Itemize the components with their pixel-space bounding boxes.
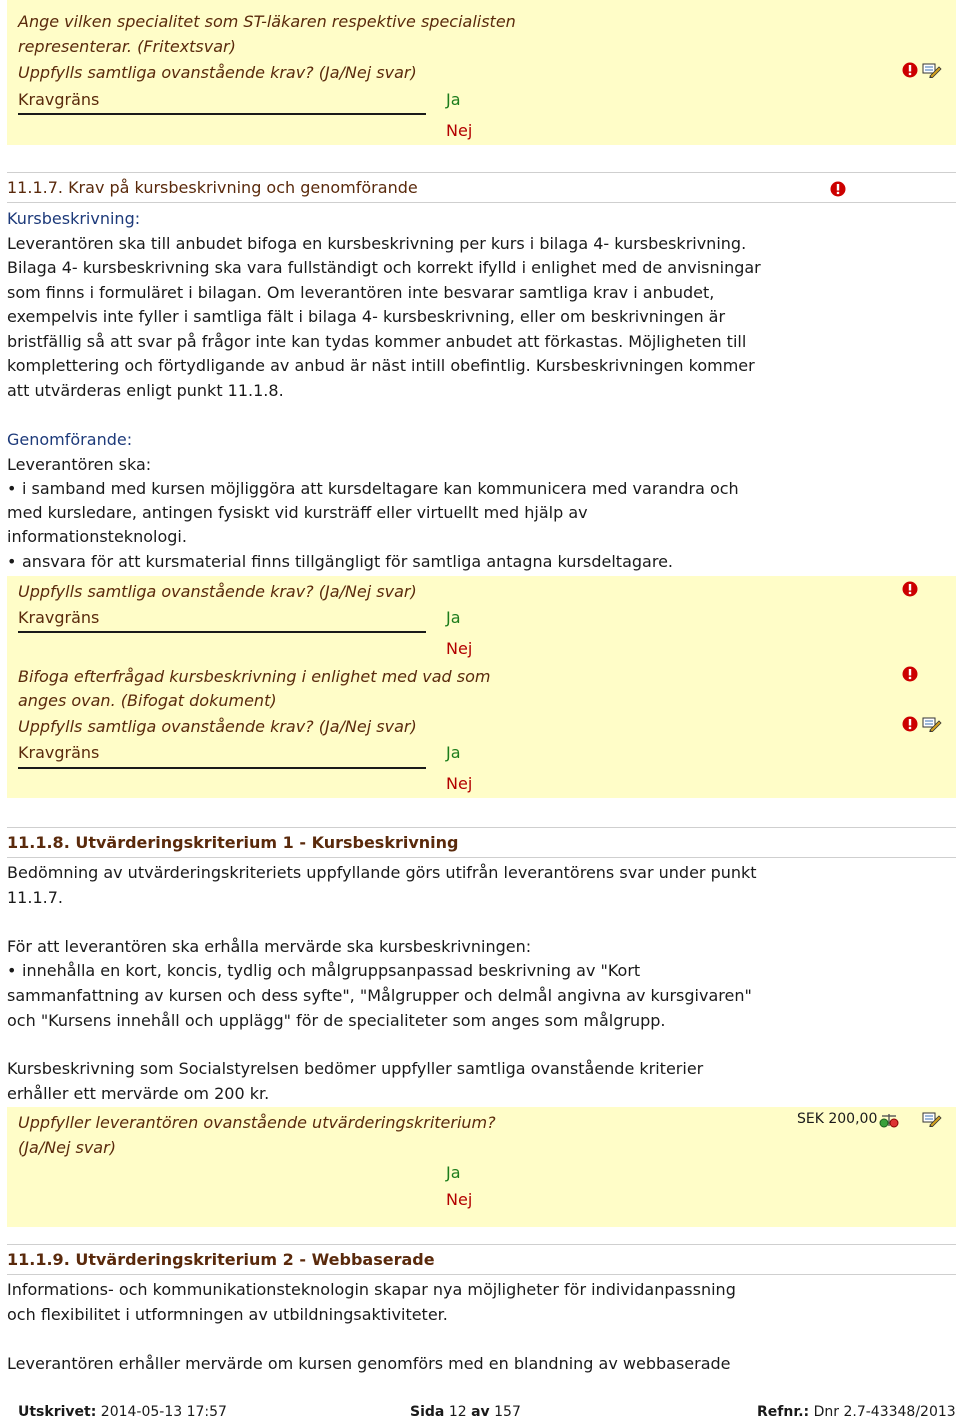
bullet-line: med kursledare, antingen fysiskt vid kursträff eller virtuellt med hjälp av (7, 503, 588, 522)
requirement-question: Uppfylls samtliga ovanstående krav? (Ja/Nej svar) (18, 717, 417, 736)
requirement-question: Uppfylls samtliga ovanstående krav? (Ja/Nej svar) (18, 63, 417, 82)
bullet-line: och "Kursens innehåll och upplägg" för de specialiteter som anges som målgrupp. (7, 1011, 666, 1030)
section-divider (7, 857, 956, 858)
subheading-course-description: Kursbeskrivning: (7, 209, 141, 228)
page-number (410, 1404, 521, 1420)
option-no[interactable]: Nej (446, 1190, 473, 1209)
body-line: Kursbeskrivning som Socialstyrelsen bedömer uppfyller samtliga ovanstående kriterier (7, 1059, 704, 1078)
option-yes[interactable]: Ja (446, 1163, 461, 1182)
threshold-rule (18, 767, 426, 769)
body-line: 11.1.7. (7, 888, 63, 907)
threshold-label: Kravgräns (18, 608, 100, 627)
body-line: att utvärderas enligt punkt 11.1.8. (7, 381, 284, 400)
section-divider (7, 1274, 956, 1275)
body-line: Leverantören ska till anbudet bifoga en kursbeskrivning per kurs i bilaga 4- kursbeskrivning. (7, 234, 747, 253)
printed-value: 2014-05-13 17:57 (100, 1404, 227, 1420)
body-line: erhåller ett mervärde om 200 kr. (7, 1084, 270, 1103)
evaluation-question: (Ja/Nej svar) (18, 1138, 116, 1157)
page-current: 12 (448, 1404, 467, 1420)
ref-value: Dnr 2.7-43348/2013 (813, 1404, 956, 1420)
added-value-amount: SEK 200,00 (797, 1111, 878, 1127)
pencil-icon[interactable] (922, 1111, 942, 1127)
body-line: Leverantören ska: (7, 455, 152, 474)
heading-text: 11.1.7. Krav på kursbeskrivning och genomförande (7, 178, 418, 197)
body-line: Leverantören erhåller mervärde om kursen genomförs med en blandning av webbaserade (7, 1354, 731, 1373)
reference-number (757, 1404, 956, 1420)
printed-date (18, 1404, 227, 1420)
section-heading (7, 178, 418, 197)
option-no[interactable]: Nej (446, 774, 473, 793)
pencil-icon[interactable] (922, 716, 942, 732)
requirement-question: Uppfylls samtliga ovanstående krav? (Ja/Nej svar) (18, 582, 417, 601)
option-yes[interactable]: Ja (446, 608, 461, 627)
exclamation-icon[interactable] (902, 666, 918, 682)
bullet-dot: • (7, 552, 17, 571)
exclamation-icon[interactable] (902, 581, 918, 597)
threshold-label: Kravgräns (18, 90, 100, 109)
scale-icon (879, 1112, 899, 1128)
body-line: Informations- och kommunikationsteknologin skapar nya möjligheter för individanpassning (7, 1280, 736, 1299)
bullet-dot: • (7, 479, 17, 498)
threshold-rule (18, 113, 426, 115)
attach-question: anges ovan. (Bifogat dokument) (18, 691, 277, 710)
bullet-dot: • (7, 961, 17, 980)
page-label: Sida (410, 1404, 445, 1420)
page-of: av (471, 1404, 490, 1420)
question-text: representerar. (Fritextsvar) (18, 37, 236, 56)
section-divider (7, 202, 956, 203)
body-line: komplettering och förtydligande av anbud är näst intill obefintlig. Kursbeskrivningen kommer (7, 356, 755, 375)
bullet-line: sammanfattning av kursen och dess syfte", "Målgrupper och delmål angivna av kursgivaren" (7, 986, 752, 1005)
bullet-line: innehålla en kort, koncis, tydlig och målgruppsanpassad beskrivning av "Kort (22, 961, 641, 980)
pencil-icon[interactable] (922, 62, 942, 78)
body-line: bristfällig så att svar på frågor inte kan tydas kommer anbudet att förkastas. Möjligheten till (7, 332, 747, 351)
body-line: och flexibilitet i utformningen av utbildningsaktiviteter. (7, 1305, 448, 1324)
option-yes[interactable]: Ja (446, 90, 461, 109)
body-line: För att leverantören ska erhålla mervärde ska kursbeskrivningen: (7, 937, 532, 956)
option-no[interactable]: Nej (446, 639, 473, 658)
bullet-line: ansvara för att kursmaterial finns tillgängligt för samtliga antagna kursdeltagare. (22, 552, 673, 571)
body-line: som finns i formuläret i bilagan. Om leverantören inte besvarar samtliga krav i anbudet, (7, 283, 715, 302)
subheading-implementation: Genomförande: (7, 430, 133, 449)
exclamation-icon[interactable] (902, 716, 918, 732)
body-line: Bedömning av utvärderingskriteriets uppfyllande görs utifrån leverantörens svar under punkt (7, 863, 757, 882)
body-line: exempelvis inte fyller i samtliga fält i bilaga 4- kursbeskrivning, eller om beskrivningen är (7, 307, 726, 326)
requirement-panel (7, 576, 956, 798)
section-heading: 11.1.8. Utvärderingskriterium 1 - Kursbeskrivning (7, 833, 459, 852)
option-no[interactable]: Nej (446, 121, 473, 140)
threshold-rule (18, 631, 426, 633)
section-divider (7, 827, 956, 828)
option-yes[interactable]: Ja (446, 743, 461, 762)
bullet-line: i samband med kursen möjliggöra att kursdeltagare kan kommunicera med varandra och (22, 479, 739, 498)
attach-question: Bifoga efterfrågad kursbeskrivning i enlighet med vad som (18, 667, 491, 686)
section-heading: 11.1.9. Utvärderingskriterium 2 - Webbaserade (7, 1250, 435, 1269)
exclamation-icon[interactable] (902, 62, 918, 78)
evaluation-question: Uppfyller leverantören ovanstående utvärderingskriterium? (18, 1113, 496, 1132)
printed-label: Utskrivet: (18, 1404, 97, 1420)
body-line: Bilaga 4- kursbeskrivning ska vara fullständigt och korrekt ifylld i enlighet med de anvisningar (7, 258, 761, 277)
ref-label: Refnr.: (757, 1404, 810, 1420)
question-text: Ange vilken specialitet som ST-läkaren respektive specialisten (18, 12, 516, 31)
threshold-label: Kravgräns (18, 743, 100, 762)
page-total: 157 (494, 1404, 521, 1420)
section-divider (7, 1244, 956, 1245)
bullet-line: informationsteknologi. (7, 527, 187, 546)
exclamation-icon[interactable] (830, 181, 846, 197)
section-divider (7, 172, 956, 173)
